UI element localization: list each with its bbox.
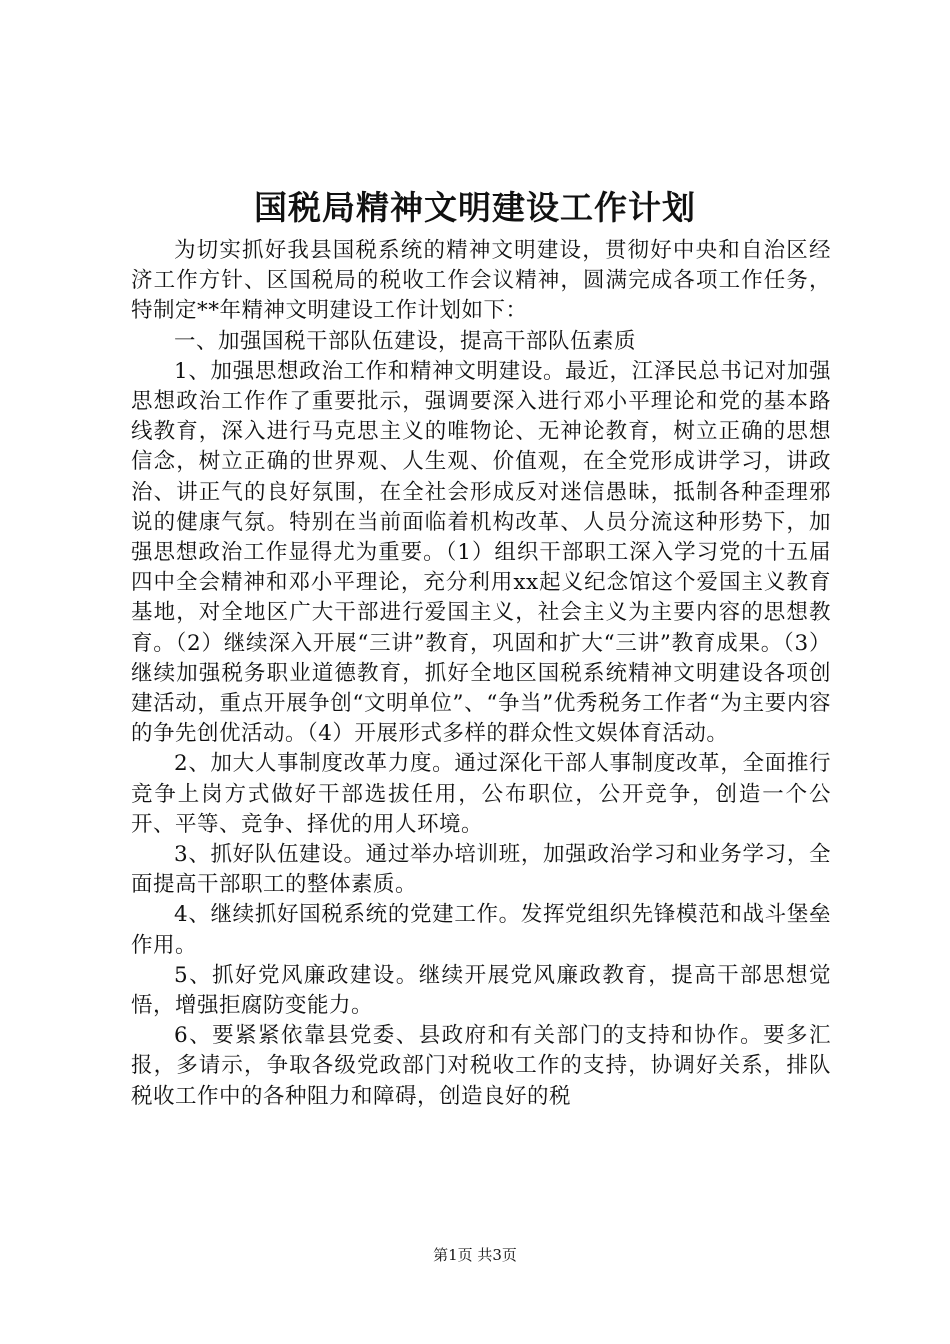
item-paragraph-1: 1、加强思想政治工作和精神文明建设。最近，江泽民总书记对加强思想政治工作作了重要批示，强调要深入进行邓小平理论和党的基本路线教育，深入进行马克思主义的唯物论、无神论教育，树立正确的思想信念，树立正确的世界观、人生观、价值观，在全党形成讲学习，讲政治、讲正气的良好氛围，在全社会形成反对迷信愚昧，抵制各种歪理邪说的健康气氛。特别在当前面临着机构改革、人员分流这种形势下，加强思想政治工作显得尤为重要。（1）组织干部职工深入学习党的十五届四中全会精神和邓小平理论，充分利用xx起义纪念馆这个爱国主义教育基地，对全地区广大干部进行爱国主义，社会主义为主要内容的思想教育。（2）继续深入开展“三讲”教育，巩固和扩大“三讲”教育成果。（3）继续加强税务职业道德教育，抓好全地区国税系统精神文明建设各项创建活动，重点开展争创“文明单位”、“争当”优秀税务工作者“为主要内容的争先创优活动。（4）开展形式多样的群众性文娱体育活动。 (131, 358, 831, 747)
document-body (131, 236, 831, 1112)
section-heading-1: 一、加强国税干部队伍建设，提高干部队伍素质 (174, 328, 637, 354)
page-footer: 第1页 共3页 (433, 1246, 517, 1264)
document-title: 国税局精神文明建设工作计划 (254, 188, 696, 227)
item-paragraph-6: 6、要紧紧依靠县党委、县政府和有关部门的支持和协作。要多汇报，多请示，争取各级党政部门对税收工作的支持，协调好关系，排队税收工作中的各种阻力和障碍，创造良好的税 (131, 1023, 831, 1109)
item-paragraph-3: 3、抓好队伍建设。通过举办培训班，加强政治学习和业务学习，全面提高干部职工的整体素质。 (131, 842, 831, 898)
item-paragraph-4: 4、继续抓好国税系统的党建工作。发挥党组织先锋模范和战斗堡垒作用。 (131, 902, 831, 958)
item-paragraph-5: 5、抓好党风廉政建设。继续开展党风廉政教育，提高干部思想觉悟，增强拒腐防变能力。 (131, 962, 831, 1019)
intro-paragraph: 为切实抓好我县国税系统的精神文明建设，贯彻好中央和自治区经济工作方针、区国税局的税收工作会议精神，圆满完成各项工作任务，特制定**年精神文明建设工作计划如下： (131, 238, 831, 324)
item-paragraph-2: 2、加大人事制度改革力度。通过深化干部人事制度改革，全面推行竞争上岗方式做好干部选拔任用，公布职位，公开竞争，创造一个公开、平等、竞争、择优的用人环境。 (131, 751, 831, 837)
